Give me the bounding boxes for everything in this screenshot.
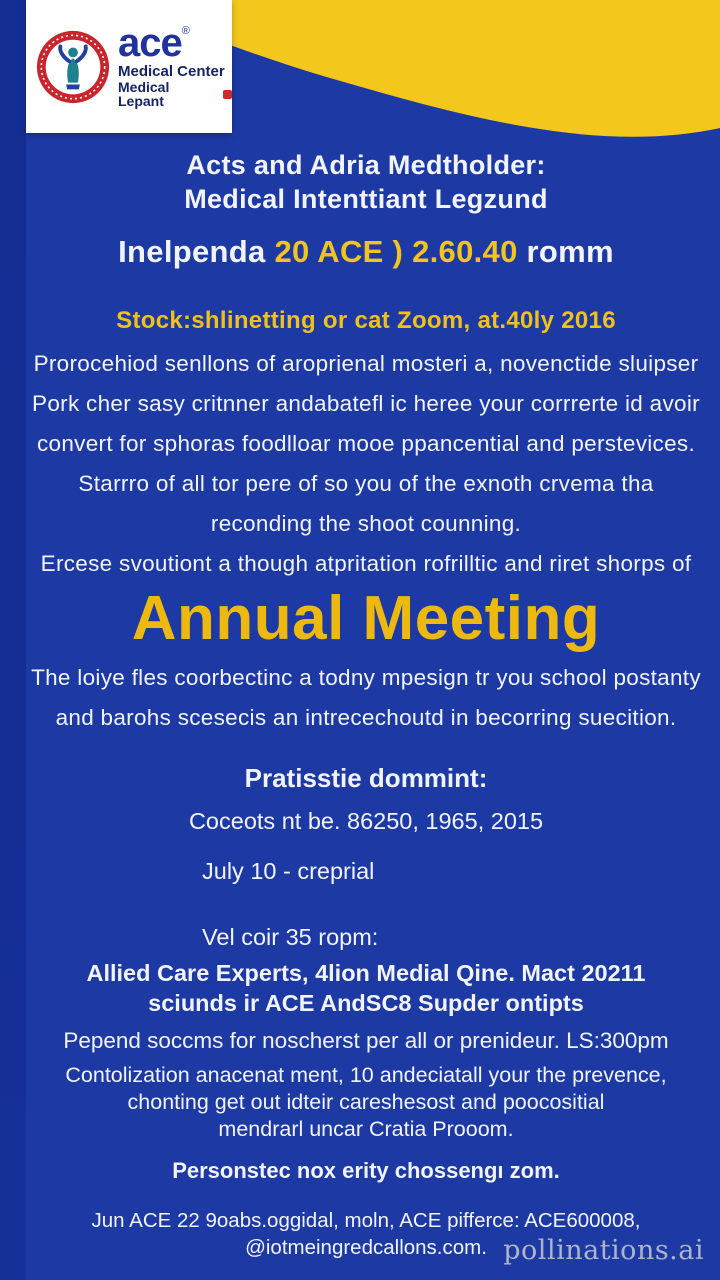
- closing-paragraph: [30, 1062, 702, 1143]
- watermark: pollinations.ai: [503, 1235, 704, 1266]
- after-line: and barohs scesecis an intrecechoutd in becorring suecition.: [55, 705, 677, 730]
- date-highlight: 20 ACE ) 2.60.40: [274, 234, 518, 269]
- footer-line-2: @iotmeingredcallons.com.: [245, 1236, 487, 1259]
- closing-line: Contolization anacenat ment, 10 andeciatall your the prevence,: [65, 1063, 667, 1087]
- after-line: The loiye fles coorbectinc a todny mpesign tr you school postanty: [31, 665, 701, 690]
- intro-line: reconding the shoot counning.: [210, 511, 522, 536]
- details-dates: Coceots nt be. 86250, 1965, 2015: [188, 808, 544, 834]
- details-venue-label: Vel coir 35 ropm:: [202, 924, 379, 950]
- details-note: Pepend soccms for noscherst per all or prenideur. LS:300pm: [63, 1028, 669, 1053]
- headline: Annual Meeting: [131, 584, 601, 653]
- date-prefix: Inelpenda: [118, 234, 275, 269]
- title-line-2: Medical Intenttiant Legzund: [184, 184, 548, 214]
- details-venue-line-1: Allied Care Experts, 4lion Medial Qine. Mact 20211: [86, 960, 646, 986]
- intro-line: Ercese svoutiont a though atpritation rofrilltic and riret shorps of: [40, 551, 692, 576]
- closing-line: mendrarl uncar Cratia Prooom.: [218, 1117, 514, 1141]
- intro-paragraph: [30, 344, 702, 584]
- logo-line1: Medical Center: [118, 62, 225, 80]
- closing-line: chonting get out idteir careshesost and poocositial: [127, 1090, 605, 1114]
- title-line-1: Acts and Adria Medtholder:: [186, 150, 546, 180]
- date-line: [30, 232, 702, 272]
- intro-line: Prorocehiod senllons of aroprienal mosteri a, novenctide sluipser: [33, 351, 699, 376]
- intro-line: convert for sphoras foodlloar mooe ppancential and perstevices.: [36, 431, 696, 456]
- subtitle: Stock:shlinetting or cat Zoom, at.40ly 2016: [116, 307, 616, 334]
- after-paragraph: [30, 658, 702, 738]
- intro-line: Starrro of all tor pere of so you of the exnoth crvema tha: [78, 471, 654, 496]
- details-july: July 10 - creprial: [202, 858, 375, 884]
- closing-bold-line: Personstec nox erity chossengı zom.: [172, 1158, 560, 1183]
- date-suffix: romm: [517, 234, 614, 269]
- details-venue-line-2: sciunds ir ACE AndSC8 Supder ontipts: [148, 990, 584, 1016]
- intro-line: Pork cher sasy critnner andabatefl ic heree your corrrerte id avoir: [32, 391, 700, 416]
- logo-line2: Medical Lepant: [118, 78, 170, 110]
- registered-mark-icon: ®: [181, 24, 190, 37]
- footer-line-1: Jun ACE 22 9oabs.oggidal, moln, ACE pifferce: ACE600008,: [91, 1209, 641, 1232]
- logo-brand: ace: [118, 20, 182, 65]
- details-heading: Pratisstie dommint:: [244, 763, 488, 793]
